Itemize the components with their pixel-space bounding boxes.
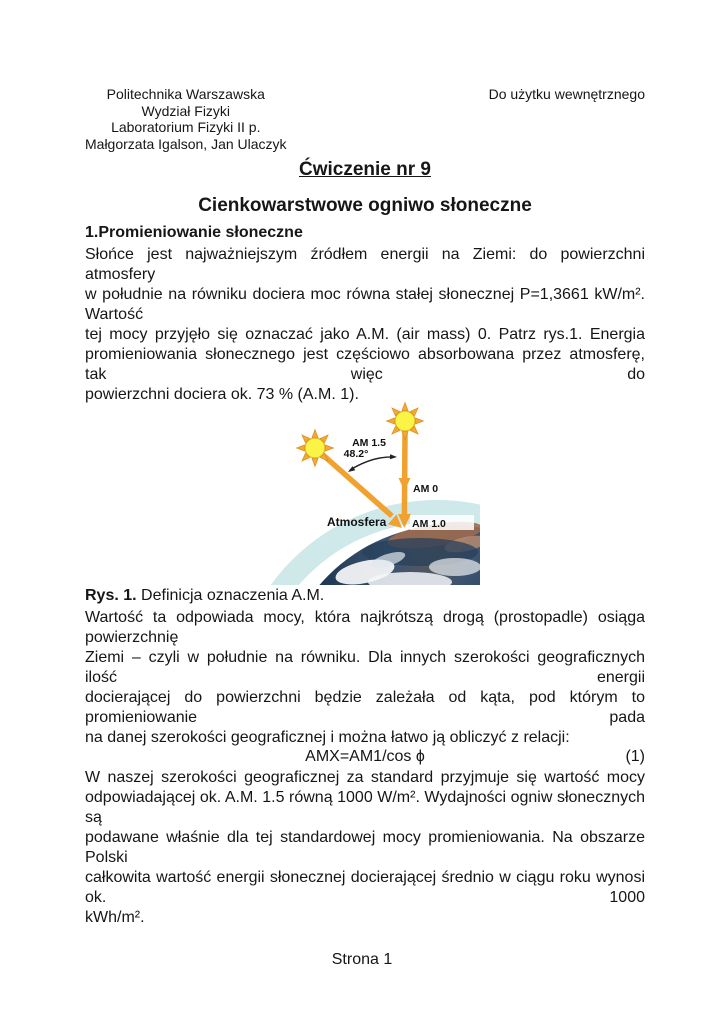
figure-caption-label: Rys. 1.	[85, 587, 137, 604]
text-line: Wartość ta odpowiada mocy, która najkrótszą drogą (prostopadle) osiąga powierzchnię	[85, 609, 645, 646]
paragraph-2	[85, 608, 645, 748]
exercise-title-text: Ćwiczenie nr 9	[299, 159, 431, 180]
figure-caption-text: Definicja oznaczenia A.M.	[136, 587, 325, 604]
equation-number: (1)	[625, 748, 645, 765]
internal-use-note: Do użytku wewnętrznego	[488, 86, 645, 102]
figure-am-diagram	[270, 402, 480, 585]
text-line: tej mocy przyjęło się oznaczać jako A.M. (air mass) 0. Patrz rys.1. Energia	[85, 326, 645, 343]
institution-line: Wydział Fizyki	[141, 102, 231, 119]
text-line: Ziemi – czyli w południe na równiku. Dla innych szerokości geograficznych ilość energii	[85, 649, 645, 686]
sun-icon	[387, 403, 424, 440]
section-heading: 1.Promieniowanie słoneczne	[85, 224, 303, 241]
text-line: promieniowania słonecznego jest częściowo absorbowana przez atmosferę, tak więc do	[85, 346, 645, 383]
text-line: Słońce jest najważniejszym źródłem energii na Ziemi: do powierzchni atmosfery	[85, 246, 645, 283]
figure-caption	[85, 586, 645, 606]
document-subtitle: Cienkowarstwowe ogniwo słoneczne	[198, 195, 532, 216]
text-line: w południe na równiku dociera moc równa stałej słonecznej P=1,3661 kW/m². Wartość	[85, 286, 645, 323]
text-line: podawane właśnie dla tej standardowej mocy promieniowania. Na obszarze Polski	[85, 829, 645, 866]
institution-block	[85, 86, 287, 152]
text-line: całkowita wartość energii słonecznej docierającej średnio w ciągu roku wynosi ok. 1000	[85, 869, 645, 906]
paragraph-3	[85, 768, 645, 928]
text-line: na danej szerokości geograficznej i można łatwo ją obliczyć z relacji:	[85, 729, 570, 746]
sun-icon	[297, 430, 334, 467]
paragraph-1	[85, 245, 645, 405]
text-line: W naszej szerokości geograficznej za standard przyjmuje się wartość mocy	[85, 769, 645, 786]
text-line: docierającej do powierzchni będzie zależała od kąta, pod którym to promieniowanie pada	[85, 689, 645, 726]
institution-line: Politechnika Warszawska	[106, 86, 265, 102]
authors-line: Małgorzata Igalson, Jan Ulaczyk	[85, 135, 287, 152]
label-am10: AM 1.0	[412, 518, 446, 530]
label-angle: 48.2°	[343, 448, 369, 460]
text-line: powierzchni dociera ok. 73 % (A.M. 1).	[85, 386, 359, 403]
institution-line: Laboratorium Fizyki II p.	[111, 119, 261, 135]
page-number: Strona 1	[331, 951, 393, 968]
label-am15: AM 1.5	[352, 437, 386, 449]
text-line: odpowiadającej ok. A.M. 1.5 równą 1000 W/m². Wydajności ogniw słonecznych są	[85, 789, 645, 826]
exercise-title	[85, 157, 645, 183]
equation-formula: AMX=AM1/cos ϕ	[305, 748, 425, 765]
equation-1	[85, 748, 645, 766]
am-diagram-svg	[270, 402, 480, 585]
label-atmosphere: Atmosfera	[327, 515, 387, 529]
document-header	[85, 86, 645, 152]
label-am0: AM 0	[413, 483, 439, 495]
text-line: kWh/m².	[85, 909, 145, 926]
